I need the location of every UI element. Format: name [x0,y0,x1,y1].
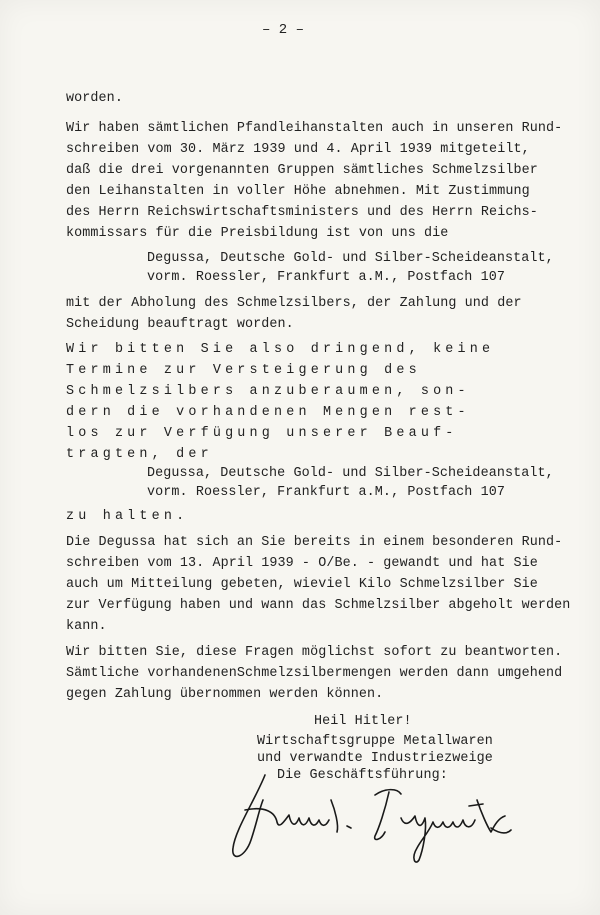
emphasis-line: los zur Verfügung unserer Beauf- [66,426,458,441]
text-line: zur Verfügung haben und wann das Schmelzsilber abgeholt werden [66,598,571,613]
handwritten-signature [225,770,525,870]
address-line: Degussa, Deutsche Gold- und Silber-Scheideanstalt, [147,466,554,481]
text-line: mit der Abholung des Schmelzsilbers, der Zahlung und der [66,296,522,311]
text-line: auch um Mitteilung gebeten, wieviel Kilo Schmelzsilber Sie [66,577,538,592]
text-line: Wir bitten Sie, diese Fragen möglichst sofort zu beantworten. [66,645,563,660]
emphasis-line: zu halten. [66,509,189,524]
text-line: den Leihanstalten in voller Höhe abnehmen. Mit Zustimmung [66,184,530,199]
emphasis-line: dern die vorhandenen Mengen rest- [66,405,470,420]
text-line: kommissars für die Preisbildung ist von uns die [66,226,449,241]
emphasis-line: Schmelzsilbers anzuberaumen, son- [66,384,470,399]
page-number: – 2 – [262,22,305,38]
address-line: Degussa, Deutsche Gold- und Silber-Scheideanstalt, [147,251,554,266]
text-line: schreiben vom 13. April 1939 - O/Be. - gewandt und hat Sie [66,556,538,571]
emphasis-line: tragten, der [66,447,213,462]
text-line: schreiben vom 30. März 1939 und 4. April 1939 mitgeteilt, [66,142,530,157]
text-line: Sämtliche vorhandenenSchmelzsilbermengen werden dann umgehend [66,666,563,681]
address-line: vorm. Roessler, Frankfurt a.M., Postfach 107 [147,270,505,285]
closing-greeting: Heil Hitler! [314,714,412,729]
text-line: worden. [66,91,123,106]
text-line: kann. [66,619,107,634]
emphasis-line: Wir bitten Sie also dringend, keine [66,342,495,357]
signatory-org-line: Wirtschaftsgruppe Metallwaren [257,734,493,749]
address-line: vorm. Roessler, Frankfurt a.M., Postfach 107 [147,485,505,500]
text-line: Scheidung beauftragt worden. [66,317,294,332]
text-line: Wir haben sämtlichen Pfandleihanstalten auch in unseren Rund- [66,121,563,136]
text-line: Die Degussa hat sich an Sie bereits in einem besonderen Rund- [66,535,563,550]
text-line: gegen Zahlung übernommen werden können. [66,687,384,702]
text-line: daß die drei vorgenannten Gruppen sämtliches Schmelzsilber [66,163,538,178]
text-line: des Herrn Reichswirtschaftsministers und des Herrn Reichs- [66,205,538,220]
emphasis-line: Termine zur Versteigerung des [66,363,421,378]
signatory-org-line: Die Geschäftsführung: [277,768,448,783]
signatory-org-line: und verwandte Industriezweige [257,751,493,766]
